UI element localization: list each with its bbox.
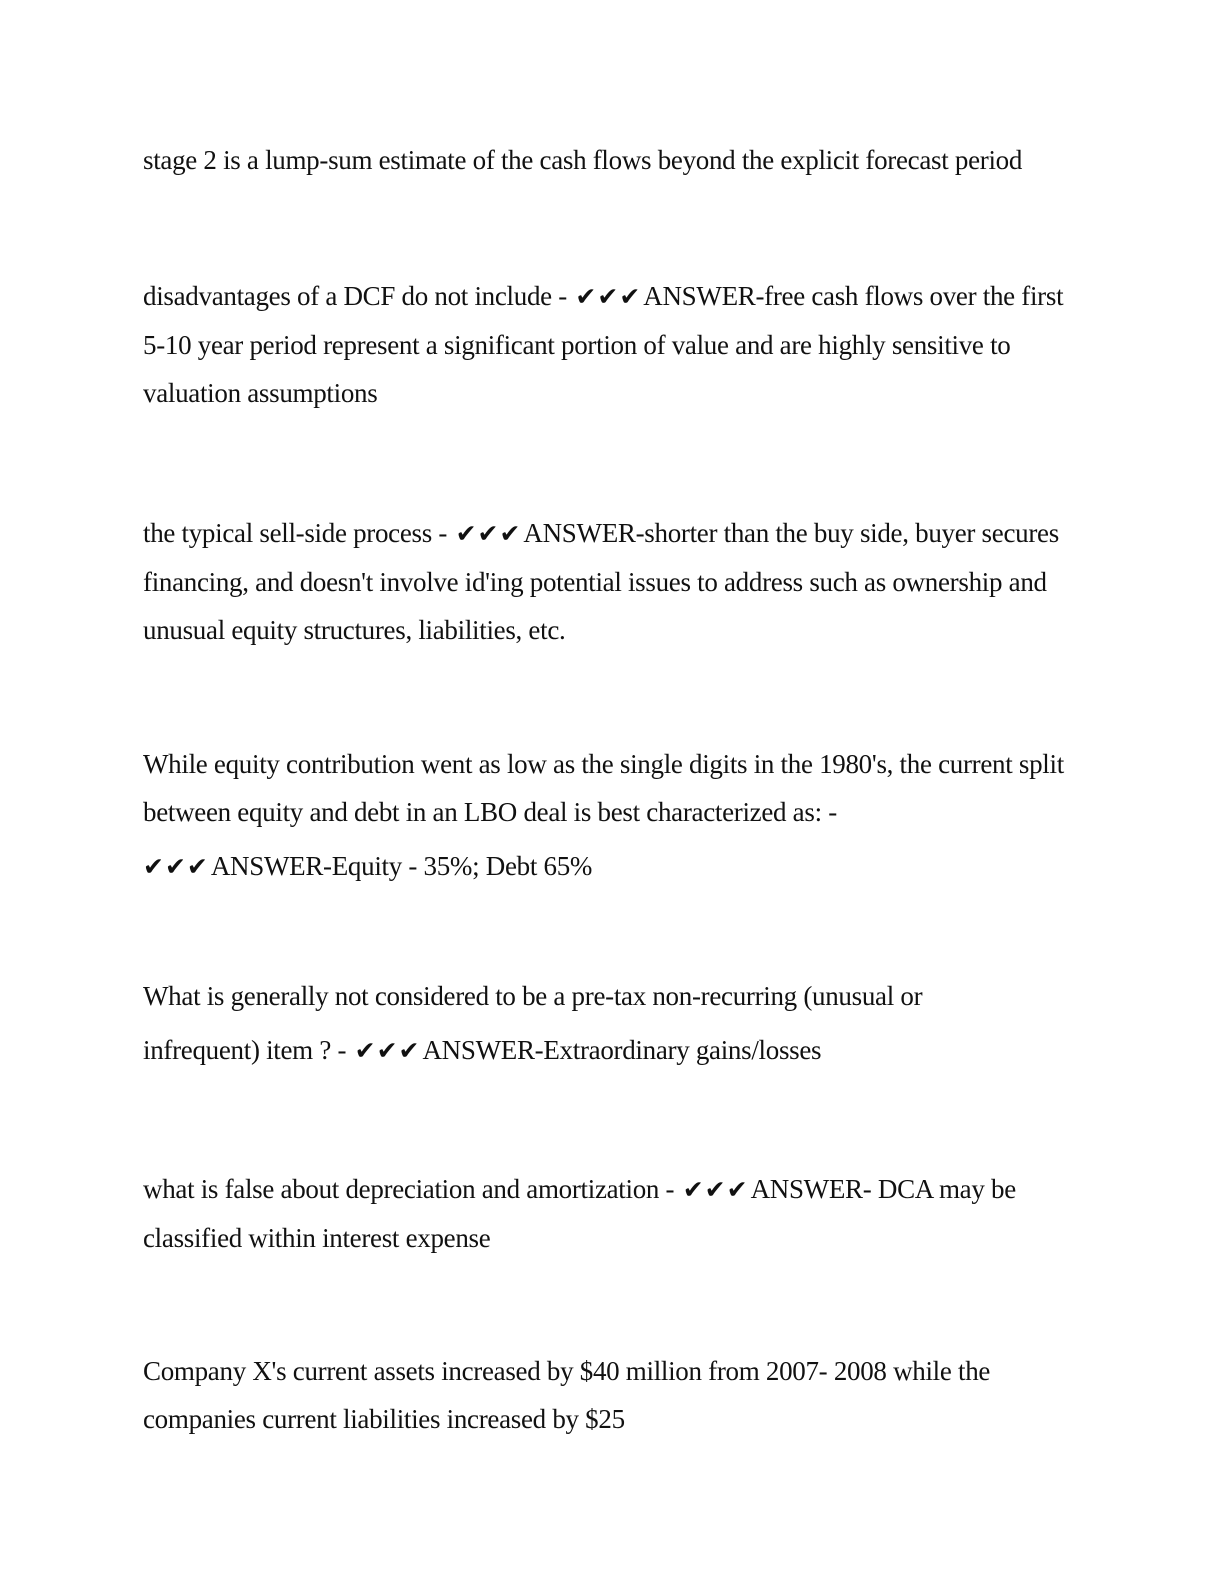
check-marks-icon: ✔✔✔ [455, 519, 522, 548]
question-continuation-text: infrequent) item ? - [143, 1035, 347, 1065]
check-marks-icon: ✔✔✔ [682, 1175, 749, 1204]
answer-text: ANSWER-Equity - 35%; Debt 65% [210, 851, 593, 881]
answer-line [143, 842, 1078, 891]
question-text: disadvantages of a DCF do not include - [143, 281, 567, 311]
question-text: What is generally not considered to be a pre-tax non-recurring (unusual or [143, 981, 923, 1011]
answer-line [143, 1026, 1078, 1075]
question-text: While equity contribution went as low as the single digits in the 1980's, the current split between equity and debt in an LBO deal is best characterized as: - [143, 749, 1064, 827]
qa-depreciation-amortization [143, 1165, 1078, 1262]
paragraph-company-x [143, 1347, 1078, 1443]
question-text: the typical sell-side process - [143, 518, 448, 548]
answer-text: ANSWER-free cash flows over the first 5-10 year period represent a significant portion of value and are highly sensitive to valuation assumptions [143, 281, 1064, 408]
qa-lbo-equity-debt-split [143, 740, 1078, 891]
paragraph-text: stage 2 is a lump-sum estimate of the cash flows beyond the explicit forecast period [143, 145, 1023, 175]
paragraph-stage-2 [143, 136, 1078, 184]
answer-text: ANSWER-Extraordinary gains/losses [422, 1035, 822, 1065]
answer-text: ANSWER- DCA may be classified within interest expense [143, 1174, 1016, 1253]
answer-text: ANSWER-shorter than the buy side, buyer secures financing, and doesn't involve id'ing potential issues to address such as ownership and unusual equity structures, liabilities, etc. [143, 518, 1059, 645]
qa-dcf-disadvantages [143, 272, 1078, 417]
question-text: what is false about depreciation and amortization - [143, 1174, 675, 1204]
check-marks-icon: ✔✔✔ [354, 1036, 421, 1065]
check-marks-icon: ✔✔✔ [143, 852, 209, 881]
qa-non-recurring-item [143, 972, 1078, 1075]
check-marks-icon: ✔✔✔ [575, 282, 642, 311]
qa-sell-side-process [143, 509, 1078, 654]
paragraph-text: Company X's current assets increased by $40 million from 2007- 2008 while the companies current liabilities increased by $25 [143, 1356, 991, 1434]
